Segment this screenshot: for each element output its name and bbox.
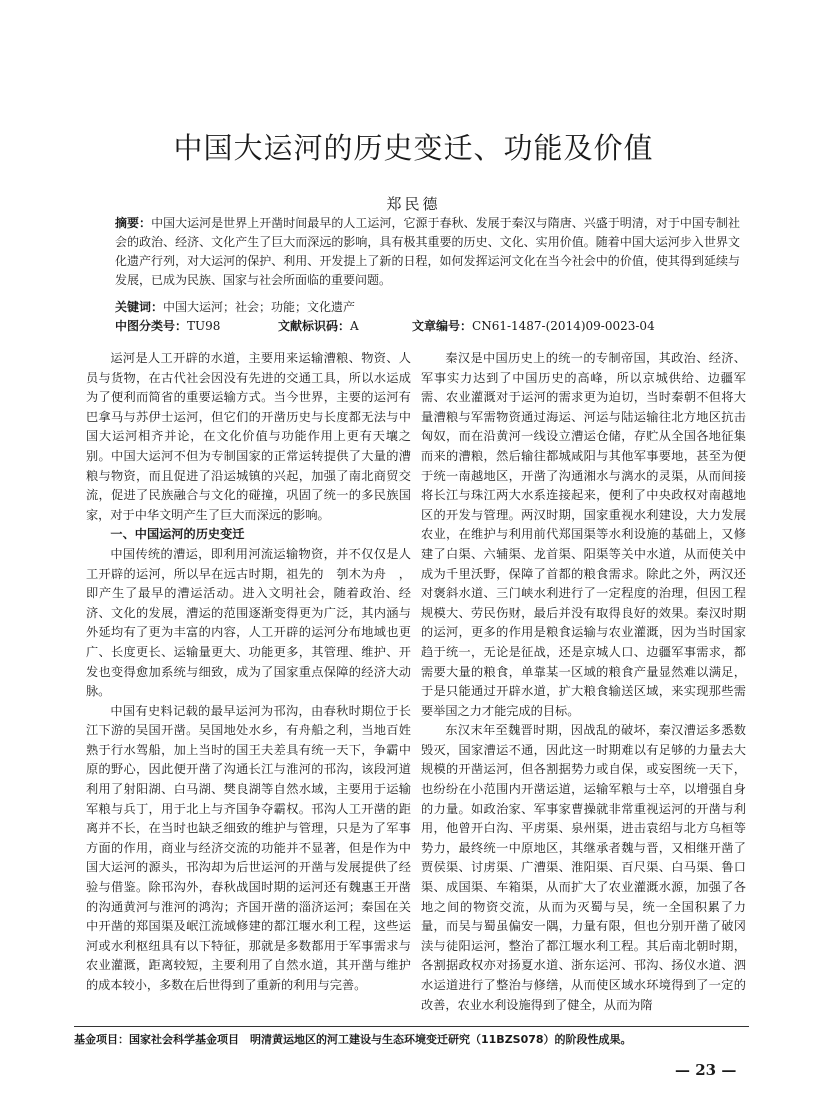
- class-label: 中图分类号：: [115, 319, 188, 333]
- footnote-divider: [74, 1026, 749, 1027]
- article-number: [412, 317, 655, 335]
- paragraph: 秦汉是中国历史上的统一的专制帝国，其政治、经济、军事实力达到了中国历史的高峰，所以京城供给、边疆军需、农业灌溉对于运河的需求更为迫切，当时秦朝不但将大量漕粮与军需物资通过海运、河运与陆运输往北方地区抗击匈奴，而在沿黄河一线设立漕运仓储，存贮从全国各地征集而来的漕粮，然后输往都城咸阳与其他军事要地，甚至为便于统一南越地区，开凿了沟通湘水与漓水的灵渠，从而间接将长江与珠江两大水系连接起来，便利了中央政权对南越地区的开发与管理。两汉时期，国家重视水利建设，大力发展农业，在维护与利用前代郑国渠等水利设施的基础上，又修建了白渠、六辅渠、龙首渠、阳渠等关中水道，从而使关中成为千里沃野，保障了首都的粮食需求。除此之外，两汉还对褒斜水道、三门峡水利进行了一定程度的治理，但因工程规模大、劳民伤财，最后并没有取得良好的效果。秦汉时期的运河，更多的作用是粮食运输与农业灌溉，因为当时国家趋于统一，无论是征战，还是京城人口、边疆军事需求，都需要大量的粮食，单靠某一区域的粮食产量显然难以满足，于是只能通过开辟水道，扩大粮食输送区域，来实现那些需要举国之力才能完成的目标。: [421, 351, 746, 718]
- keywords: [115, 298, 740, 316]
- abstract: [115, 214, 740, 290]
- class-number: [115, 317, 220, 335]
- doc-code: [278, 317, 359, 335]
- left-column: [86, 349, 411, 996]
- paragraph: 运河是人工开辟的水道，主要用来运输漕粮、物资、人员与货物，在古代社会因没有先进的交通工具，所以水运成为了便利而简省的重要运输方式。当今世界，主要的运河有巴拿马与苏伊士运河，但它们的开凿历史与长度都无法与中国大运河相齐并论，在文化价值与功能作用上更有天壤之别。中国大运河不但为专制国家的正常运转提供了大量的漕粮与物资，而且促进了沿运城镇的兴起，加强了南北商贸交流，促进了民族融合与文化的碰撞，巩固了统一的多民族国家，对于中华文明产生了巨大而深远的影响。: [86, 351, 411, 522]
- paragraph: 东汉末年至魏晋时期，因战乱的破坏，秦汉漕运多悉数毁灭，国家漕运不通，因此这一时期难以有足够的力量去大规模的开凿运河，但各割据势力或自保，或妄图统一天下，也纷纷在小范围内开凿运道，运输军粮与士卒，以增强自身的力量。如政治家、军事家曹操就非常重视运河的开凿与利用，他曾开白沟、平虏渠、泉州渠，进击袁绍与北方乌桓等势力，最终统一中原地区，其继承者魏与晋，又相继开凿了贾侯渠、讨虏渠、广漕渠、淮阳渠、百尺渠、白马渠、鲁口渠、成国渠、车箱渠，从而扩大了农业灌溉水源，加强了各地之间的物资交流，从而为灭蜀与吴，统一全国积累了力量，而吴与蜀虽偏安一隅，力量有限，但也分别开凿了破冈渎与徒阳运河，整治了都江堰水利工程。其后南北朝时期，各割据政权亦对扬夏水道、浙东运河、邗沟、扬仪水道、泗水运道进行了整治与修缮，从而使区域水环境得到了一定的改善，农业水利设施得到了健全，从而为隋: [421, 723, 746, 1012]
- class-value: TU98: [187, 319, 221, 333]
- keywords-label: 关键词：: [115, 300, 164, 314]
- page-title: 中国大运河的历史变迁、功能及价值: [173, 131, 654, 165]
- keywords-text: 中国大运河；社会；功能；文化遗产: [163, 300, 356, 314]
- article-value: CN61-1487-(2014)09-0023-04: [472, 319, 655, 333]
- paragraph: 中国传统的漕运，即利用河流运输物资，并不仅仅是人工开辟的运河，所以早在远古时期，祖先的 刳木为舟 ，即产生了最早的漕运活动。进入文明社会，随着政治、经济、文化的发展，漕运的范围逐渐变得更为广泛，其内涵与外延均有了更为丰富的内容，人工开辟的运河分布地域也更广、长度更长、运输量更大、功能更多，其管理、维护、开发也变得愈加系统与细致，成为了国家重点保障的经济大动脉。: [86, 546, 411, 699]
- abstract-label: 摘要：: [115, 216, 152, 230]
- doc-value: A: [350, 319, 359, 333]
- footnote: 基金项目：国家社会科学基金项目 明清黄运地区的河工建设与生态环境变迁研究（11BZS078）的阶段性成果。: [74, 1033, 632, 1046]
- section-heading: 一、中国运河的历史变迁: [110, 527, 245, 542]
- right-column: [421, 349, 746, 1015]
- author-name: 郑民德: [386, 195, 441, 213]
- abstract-text: 中国大运河是世界上开凿时间最早的人工运河，它源于春秋、发展于秦汉与隋唐、兴盛于明清，对于中国专制社会的政治、经济、文化产生了巨大而深远的影响，具有极其重要的历史、文化、实用价值。随着中国大运河步入世界文化遗产行列，对大运河的保护、利用、开发提上了新的日程，如何发挥运河文化在当今社会中的价值，使其得到延续与发展，已成为民族、国家与社会所面临的重要问题。: [115, 216, 740, 287]
- paragraph: 中国有史料记载的最早运河为邗沟，由春秋时期位于长江下游的吴国开凿。吴国地处水乡，有舟船之利，当地百姓熟于行水驾船，加上当时的国王夫差具有统一天下，争霸中原的野心，因此便开凿了沟通长江与淮河的邗沟，该段河道利用了射阳湖、白马湖、樊良湖等自然水域，主要用于运输军粮与兵丁，用于北上与齐国争夺霸权。邗沟人工开凿的距离并不长，在当时也缺乏细致的维护与管理，只是为了军事方面的作用，商业与经济交流的功能并不显著，但是作为中国大运河的源头，邗沟却为后世运河的开凿与发展提供了经验与借鉴。除邗沟外，春秋战国时期的运河还有魏惠王开凿的沟通黄河与淮河的鸿沟；齐国开凿的淄济运河；秦国在关中开凿的郑国渠及岷江流域修建的都江堰水利工程，这些运河或水利枢纽具有以下特征，那就是多数都用于军事需求与农业灌溉，距离较短，主要利用了自然水道，其开凿与维护的成本较小，多数在后世得到了重新的利用与完善。: [86, 703, 411, 992]
- doc-label: 文献标识码：: [278, 319, 351, 333]
- article-label: 文章编号：: [412, 319, 473, 333]
- page-number: — 23 —: [675, 1061, 737, 1079]
